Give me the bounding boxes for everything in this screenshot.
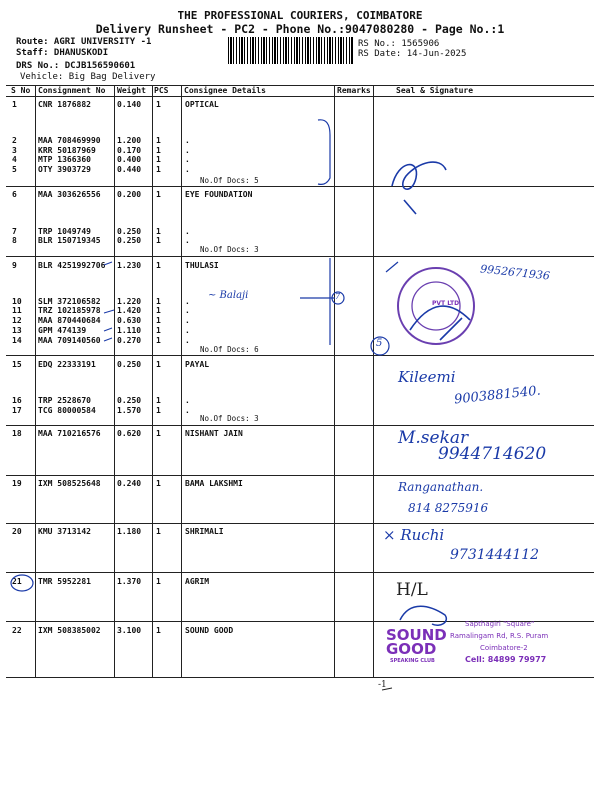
remarks-line [300,258,335,345]
hw-phone-3: 9944714620 [438,444,547,464]
col-header-consignee: Consignee Details [184,86,266,95]
row-sno: 4 [12,155,17,164]
row-wt: 0.200 [117,190,142,199]
hw-phone-1: 9952671936 [479,262,551,283]
row-sno: 7 [12,227,17,236]
row-pcs: 1 [156,261,161,270]
col-header-seal: Seal & Signature [396,86,474,95]
row-name: . [185,297,190,306]
doc-count: No.Of Docs: 5 [200,176,259,185]
row-wt: 1.200 [117,136,142,145]
row-pcs: 1 [156,316,161,325]
row-pcs: 1 [156,165,161,174]
row-name: . [185,336,190,345]
row-sno: 11 [12,306,22,315]
drs-label: DRS No.: DCJB156590601 [16,61,136,71]
doc-count: No.Of Docs: 3 [200,414,259,423]
row-name: SHRIMALI [185,527,224,536]
row-name: . [185,406,190,415]
row-cons: CNR 1876882 [38,100,91,109]
row-cons: TCG 80000584 [38,406,96,415]
row-wt: 0.250 [117,236,142,245]
row-sno: 1 [12,100,17,109]
row-wt: 0.270 [117,336,142,345]
hw-number-5: 5 [376,338,383,349]
row-sno: 18 [12,429,22,438]
hw-hl: H/L [396,580,428,600]
row-sno: 22 [12,626,22,635]
row-name: . [185,306,190,315]
row-cons: SLM 372106582 [38,297,101,306]
row-pcs: 1 [156,100,161,109]
row-wt: 1.230 [117,261,142,270]
row-pcs: 1 [156,326,161,335]
row-wt: 0.250 [117,396,142,405]
row-name: OPTICAL [185,100,219,109]
row-pcs: 1 [156,360,161,369]
row-cons: MAA 710216576 [38,429,101,438]
row-cons: EDQ 22333191 [38,360,96,369]
row-name: . [185,165,190,174]
stamp-sound-good: SOUND GOOD [386,626,447,658]
row-wt: 0.170 [117,146,142,155]
row-cons: MTP 1366360 [38,155,91,164]
row-name: . [185,316,190,325]
row-wt: 0.620 [117,429,142,438]
col-header-remarks: Remarks [337,86,371,95]
row-wt: 0.400 [117,155,142,164]
row-sno: 10 [12,297,22,306]
tick-marks [104,262,114,341]
hw-name-msekar: M.sekar [398,428,469,448]
row-pcs: 1 [156,190,161,199]
row-pcs: 1 [156,396,161,405]
row-wt: 1.110 [117,326,142,335]
stamp-store-tag: SPEAKING CLUB [390,658,435,664]
stamp-address-3: Coimbatore-2 [480,644,528,652]
row-cons: MAA 870440684 [38,316,101,325]
hw-name-ruchi: × Ruchi [383,526,445,544]
row-name: NISHANT JAIN [185,429,243,438]
row-wt: 1.570 [117,406,142,415]
vehicle-label: Vehicle: Big Bag Delivery [20,72,156,82]
bracket-mark [318,120,330,185]
row-pcs: 1 [156,227,161,236]
row-pcs: 1 [156,626,161,635]
row-wt: 3.100 [117,626,142,635]
hw-phone-2: 9003881540. [453,383,542,408]
row-sno: 16 [12,396,22,405]
row-pcs: 1 [156,577,161,586]
row-cons: MAA 709140560 [38,336,101,345]
row-pcs: 1 [156,136,161,145]
row-pcs: 1 [156,336,161,345]
row-cons: MAA 303626556 [38,190,101,199]
row-sno: 14 [12,336,22,345]
row-name: EYE FOUNDATION [185,190,253,199]
row-wt: 0.630 [117,316,142,325]
row-wt: 0.250 [117,360,142,369]
round-seal-text: PVT LTD [432,300,460,307]
row-pcs: 1 [156,236,161,245]
row-name: . [185,396,190,405]
hw-balaji: ~ Balaji [208,290,249,301]
hw-phone-4: 814 8275916 [408,501,489,515]
row-cons: IXM 508385002 [38,626,101,635]
row-pcs: 1 [156,479,161,488]
row-cons: KMU 3713142 [38,527,91,536]
row-name: THULASI [185,261,219,270]
row-pcs: 1 [156,527,161,536]
col-header-sno: S No [11,86,31,95]
row-cons: TRZ 102185978 [38,306,101,315]
signature-3 [400,606,446,625]
row-pcs: 1 [156,297,161,306]
row-pcs: 1 [156,146,161,155]
row-sno: 2 [12,136,17,145]
page-title: THE PROFESSIONAL COURIERS, COIMBATORE [177,9,423,22]
row-pcs: 1 [156,406,161,415]
row-pcs: 1 [156,429,161,438]
row-sno: 17 [12,406,22,415]
row-name: . [185,326,190,335]
row-sno: 6 [12,190,17,199]
row-name: . [185,227,190,236]
signature-1 [392,162,446,214]
rs-date: RS Date: 14-Jun-2025 [358,49,467,59]
row-cons: IXM 508525648 [38,479,101,488]
doc-count: No.Of Docs: 3 [200,245,259,254]
row-name: . [185,146,190,155]
row-cons: OTY 3903729 [38,165,91,174]
row-cons: BLR 4251992706 [38,261,106,270]
row-sno: 5 [12,165,17,174]
row-pcs: 1 [156,155,161,164]
row-cons: TMR 5952281 [38,577,91,586]
hw-number-7: 7 [335,292,341,301]
row-name: BAMA LAKSHMI [185,479,243,488]
row-wt: 0.440 [117,165,142,174]
row-name: AGRIM [185,577,210,586]
row-name: PAYAL [185,360,210,369]
row-wt: 1.420 [117,306,142,315]
staff-label: Staff: DHANUSKODI [16,48,109,58]
row-cons: MAA 708469990 [38,136,101,145]
hw-name-kileemi: Kileemi [398,368,456,386]
row-sno: 3 [12,146,17,155]
row-wt: 0.240 [117,479,142,488]
col-header-consignment: Consignment No [38,86,106,95]
row-sno: 20 [12,527,22,536]
row-sno: 9 [12,261,17,270]
row-name: SOUND GOOD [185,626,234,635]
row-cons: GPM 474139 [38,326,87,335]
row-wt: 1.180 [117,527,142,536]
arrow-mark [386,262,398,272]
row-wt: 1.370 [117,577,142,586]
col-header-pcs: PCS [154,86,169,95]
route-label: Route: AGRI UNIVERSITY -1 [16,37,152,47]
row-sno: 13 [12,326,22,335]
row-cons: TRP 1049749 [38,227,91,236]
circle-mark [11,575,33,591]
row-cons: BLR 150719345 [38,236,101,245]
stamp-cell: Cell: 84899 79977 [465,655,547,664]
stamp-address-1: Sapthagiri "Square" [465,620,535,628]
row-name: . [185,236,190,245]
row-pcs: 1 [156,306,161,315]
hw-phone-5: 9731444112 [450,547,540,563]
hw-mark: -1 [378,680,387,690]
rs-number: RS No.: 1565906 [358,39,440,49]
stamp-address-2: Ramalingam Rd, R.S. Puram [450,632,549,640]
hw-name-ranganathan: Ranganathan. [398,480,484,494]
row-sno: 19 [12,479,22,488]
page-subtitle: Delivery Runsheet - PC2 - Phone No.:9047080280 - Page No.:1 [95,22,505,36]
row-name: . [185,136,190,145]
row-wt: 0.140 [117,100,142,109]
row-name: . [185,155,190,164]
row-sno: 8 [12,236,17,245]
col-header-weight: Weight [117,86,146,95]
row-cons: KRR 50187969 [38,146,96,155]
row-wt: 0.250 [117,227,142,236]
doc-count: No.Of Docs: 6 [200,345,259,354]
row-cons: TRP 2528670 [38,396,91,405]
row-sno: 21 [12,577,22,586]
row-sno: 12 [12,316,22,325]
row-wt: 1.220 [117,297,142,306]
row-sno: 15 [12,360,22,369]
